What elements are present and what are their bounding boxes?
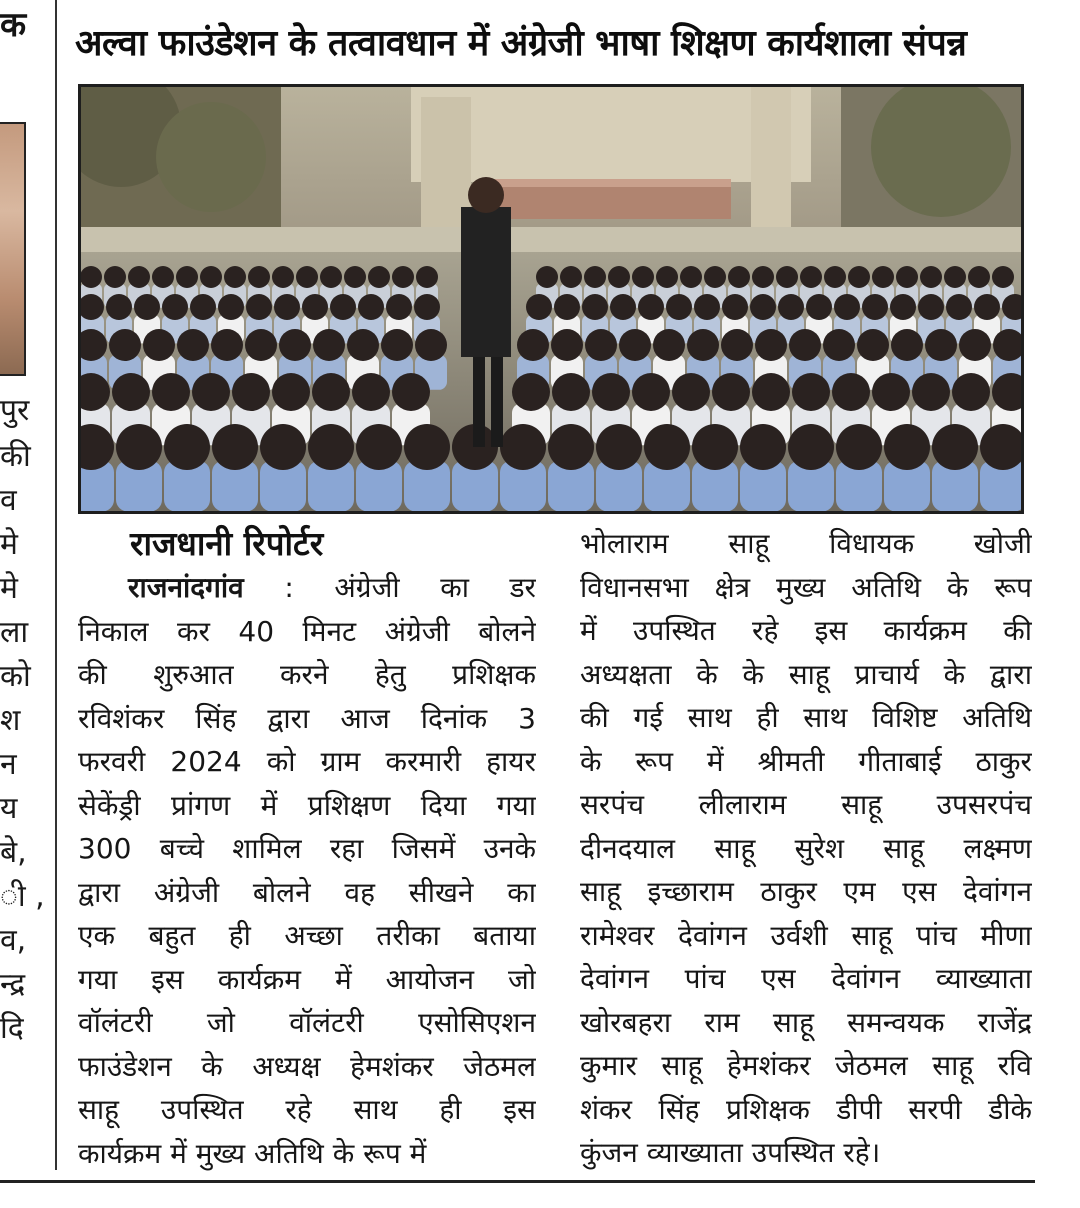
paragraph-line: फाउंडेशन के अध्यक्ष हेमशंकर जेठमल xyxy=(78,1049,536,1083)
paragraph-line: की गई साथ ही साथ विशिष्ट अतिथि xyxy=(580,701,1032,734)
article-headline: अल्वा फाउंडेशन के तत्वावधान में अंग्रेजी भाषा शिक्षण कार्यशाला संपन्न xyxy=(75,23,967,64)
article-column-1 xyxy=(78,566,536,1175)
adjacent-photo-fragment xyxy=(0,122,26,376)
fragment-line: को xyxy=(0,659,31,694)
fragment-line: श xyxy=(0,703,21,738)
paragraph-line: विधानसभा क्षेत्र मुख्य अतिथि के रूप xyxy=(580,570,1032,604)
paragraph-line: गया इस कार्यक्रम में आयोजन जो xyxy=(78,962,536,996)
paragraph-line: कुमार साहू हेमशंकर जेठमल साहू रवि xyxy=(580,1049,1032,1082)
article-column-2 xyxy=(580,522,1032,1175)
fragment-line: मे xyxy=(0,571,18,606)
paragraph-line: देवांगन पांच एस देवांगन व्याख्याता xyxy=(580,962,1032,995)
fragment-line: न xyxy=(0,747,17,782)
paragraph-line: कार्यक्रम में मुख्य अतिथि के रूप में xyxy=(78,1136,427,1170)
reporter-byline: राजधानी रिपोर्टर xyxy=(130,524,324,563)
paragraph-line: दीनदयाल साहू सुरेश साहू लक्ष्मण xyxy=(580,831,1032,865)
paragraph-line: की शुरुआत करने हेतु प्रशिक्षक xyxy=(78,658,536,691)
fragment-line: पुर xyxy=(0,393,30,428)
paragraph-line: साहू इच्छाराम ठाकुर एम एस देवांगन xyxy=(580,875,1032,908)
bottom-rule xyxy=(0,1180,1035,1183)
paragraph-line: वॉलंटरी जो वॉलंटरी एसोसिएशन xyxy=(78,1006,536,1039)
fragment-line: व, xyxy=(0,923,27,958)
paragraph-line: एक बहुत ही अच्छा तरीका बताया xyxy=(78,919,536,952)
event-photo-illustration xyxy=(81,87,1021,511)
paragraph-line: रामेश्वर देवांगन उर्वशी साहू पांच मीणा xyxy=(580,918,1032,952)
fragment-line: ी , xyxy=(0,879,45,914)
fragment-line: न्द्र xyxy=(0,967,26,1002)
paragraph-line: के रूप में श्रीमती गीताबाई ठाकुर xyxy=(580,744,1032,778)
adjacent-headline-fragment: क xyxy=(0,5,27,45)
paragraph-line: साहू उपस्थित रहे साथ ही इस xyxy=(78,1093,536,1126)
paragraph-line: 300 बच्चे शामिल रहा जिसमें उनके xyxy=(78,832,536,865)
column-divider xyxy=(55,0,57,1170)
paragraph-line: निकाल कर 40 मिनट अंग्रेजी बोलने xyxy=(78,614,536,648)
fragment-line: की xyxy=(0,439,31,474)
dateline: राजनांदगांव xyxy=(128,571,244,604)
paragraph-line: खोरबहरा राम साहू समन्वयक राजेंद्र xyxy=(580,1005,1032,1039)
paragraph-line: अध्यक्षता के के साहू प्राचार्य के द्वारा xyxy=(580,657,1032,691)
paragraph-line: राजनांदगांव : अंग्रेजी का डर xyxy=(128,571,536,604)
paragraph-line: कुंजन व्याख्याता उपस्थित रहे। xyxy=(580,1136,881,1169)
paragraph-line: शंकर सिंह प्रशिक्षक डीपी सरपी डीके xyxy=(580,1092,1032,1126)
fragment-line: व xyxy=(0,483,17,518)
paragraph-line: सरपंच लीलाराम साहू उपसरपंच xyxy=(580,788,1032,821)
paragraph-line: द्वारा अंग्रेजी बोलने वह सीखने का xyxy=(78,875,536,909)
paragraph-line: रविशंकर सिंह द्वारा आज दिनांक 3 xyxy=(78,701,536,735)
paragraph-line: सेकेंड्री प्रांगण में प्रशिक्षण दिया गया xyxy=(78,788,536,822)
paragraph-line: में उपस्थित रहे इस कार्यक्रम की xyxy=(580,614,1032,647)
fragment-line: मे xyxy=(0,527,18,562)
fragment-line: दि xyxy=(0,1011,24,1046)
paragraph-line: फरवरी 2024 को ग्राम करमारी हायर xyxy=(78,745,536,778)
paragraph-line: भोलाराम साहू विधायक खोजी xyxy=(580,527,1032,560)
article-photo xyxy=(78,84,1024,514)
fragment-line: ला xyxy=(0,615,29,650)
fragment-line: य xyxy=(0,791,18,826)
adjacent-article-fragment xyxy=(0,0,60,1208)
fragment-line: बे, xyxy=(0,835,27,870)
